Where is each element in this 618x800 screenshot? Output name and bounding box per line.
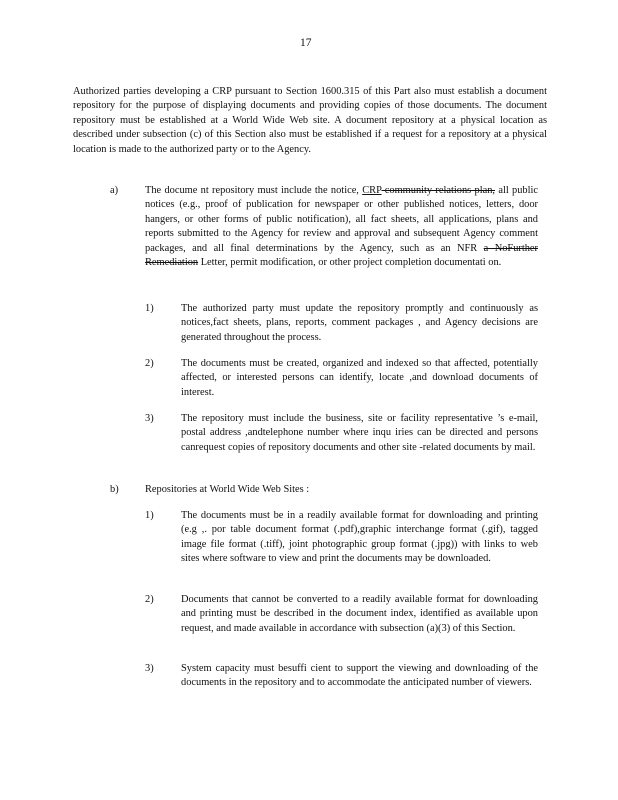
- struck-community-relations-plan: community relations plan,: [381, 185, 496, 196]
- item-a-text-middle: all public notices (e.g., proof of publication for newspaper or other published notices, letters, door hangers, or other forms of public notification), all fact sheets, all applications, plans and reports submitted to the Agency for review and approval and subsequent Agency comment packages, and all final determinations by the Agency, such as an NFR: [145, 185, 538, 254]
- item-b-text: Repositories at World Wide Web Sites :: [145, 484, 310, 495]
- crp-underlined: CRP: [362, 185, 382, 196]
- item-b1-marker: 1): [145, 510, 154, 521]
- item-b2-marker: 2): [145, 594, 154, 605]
- item-b2-text: Documents that cannot be converted to a readily available format for downloading and printing must be described in the document index, identified as available upon request, and made available in accordance with subsection (a)(3) of this Section.: [181, 594, 538, 634]
- item-a3-marker: 3): [145, 413, 154, 424]
- struck-no-further-remediation: a NoFurther Remediation: [145, 242, 538, 269]
- item-a1-marker: 1): [145, 303, 154, 314]
- intro-paragraph: Authorized parties developing a CRP pursuant to Section 1600.315 of this Part also must establish a document repository for the purpose of displaying documents and providing copies of those documents. The document repository must be established at a World Wide Web site. A document repository at a physical location as described under subsection (c) of this Section also must be established if a request for a repository at a physical location is made to the authorized party or to the Agency.: [73, 86, 547, 155]
- page-number: 17: [300, 37, 312, 49]
- item-a-text-before: The docume nt repository must include the notice,: [145, 185, 363, 196]
- item-a-text-after: Letter, permit modification, or other project completion documentati on.: [198, 257, 502, 269]
- item-a-text: [145, 184, 538, 270]
- item-a-marker: a): [110, 185, 119, 196]
- item-a3-text: The repository must include the business, site or facility representative ’s e-mail, postal address ,andtelephone number where inqu iries can be directed and persons canrequest copies of repository documents and other site -related documents by mail.: [181, 413, 538, 453]
- item-b1-text: The documents must be in a readily available format for downloading and printing (e.g ,. por table document format (.pdf),graphic interchange format (.gif), tagged image file format (.tiff), joint photographic group format (.jpg)) with links to web sites where software to view and print the documents may be downloaded.: [181, 510, 538, 565]
- item-a2-marker: 2): [145, 358, 154, 369]
- item-b3-text: System capacity must besuffi cient to support the viewing and downloading of the documents in the repository and to accommodate the anticipated number of viewers.: [181, 663, 538, 689]
- item-b-marker: b): [110, 484, 119, 495]
- item-b3-marker: 3): [145, 663, 154, 674]
- item-a2-text: The documents must be created, organized and indexed so that affected, potentially affected, or interested persons can identify, locate ,and download documents of interest.: [181, 358, 538, 398]
- item-a1-text: The authorized party must update the repository promptly and continuously as notices,fact sheets, plans, reports, comment packages , and Agency decisions are generated throughout the process.: [181, 303, 538, 343]
